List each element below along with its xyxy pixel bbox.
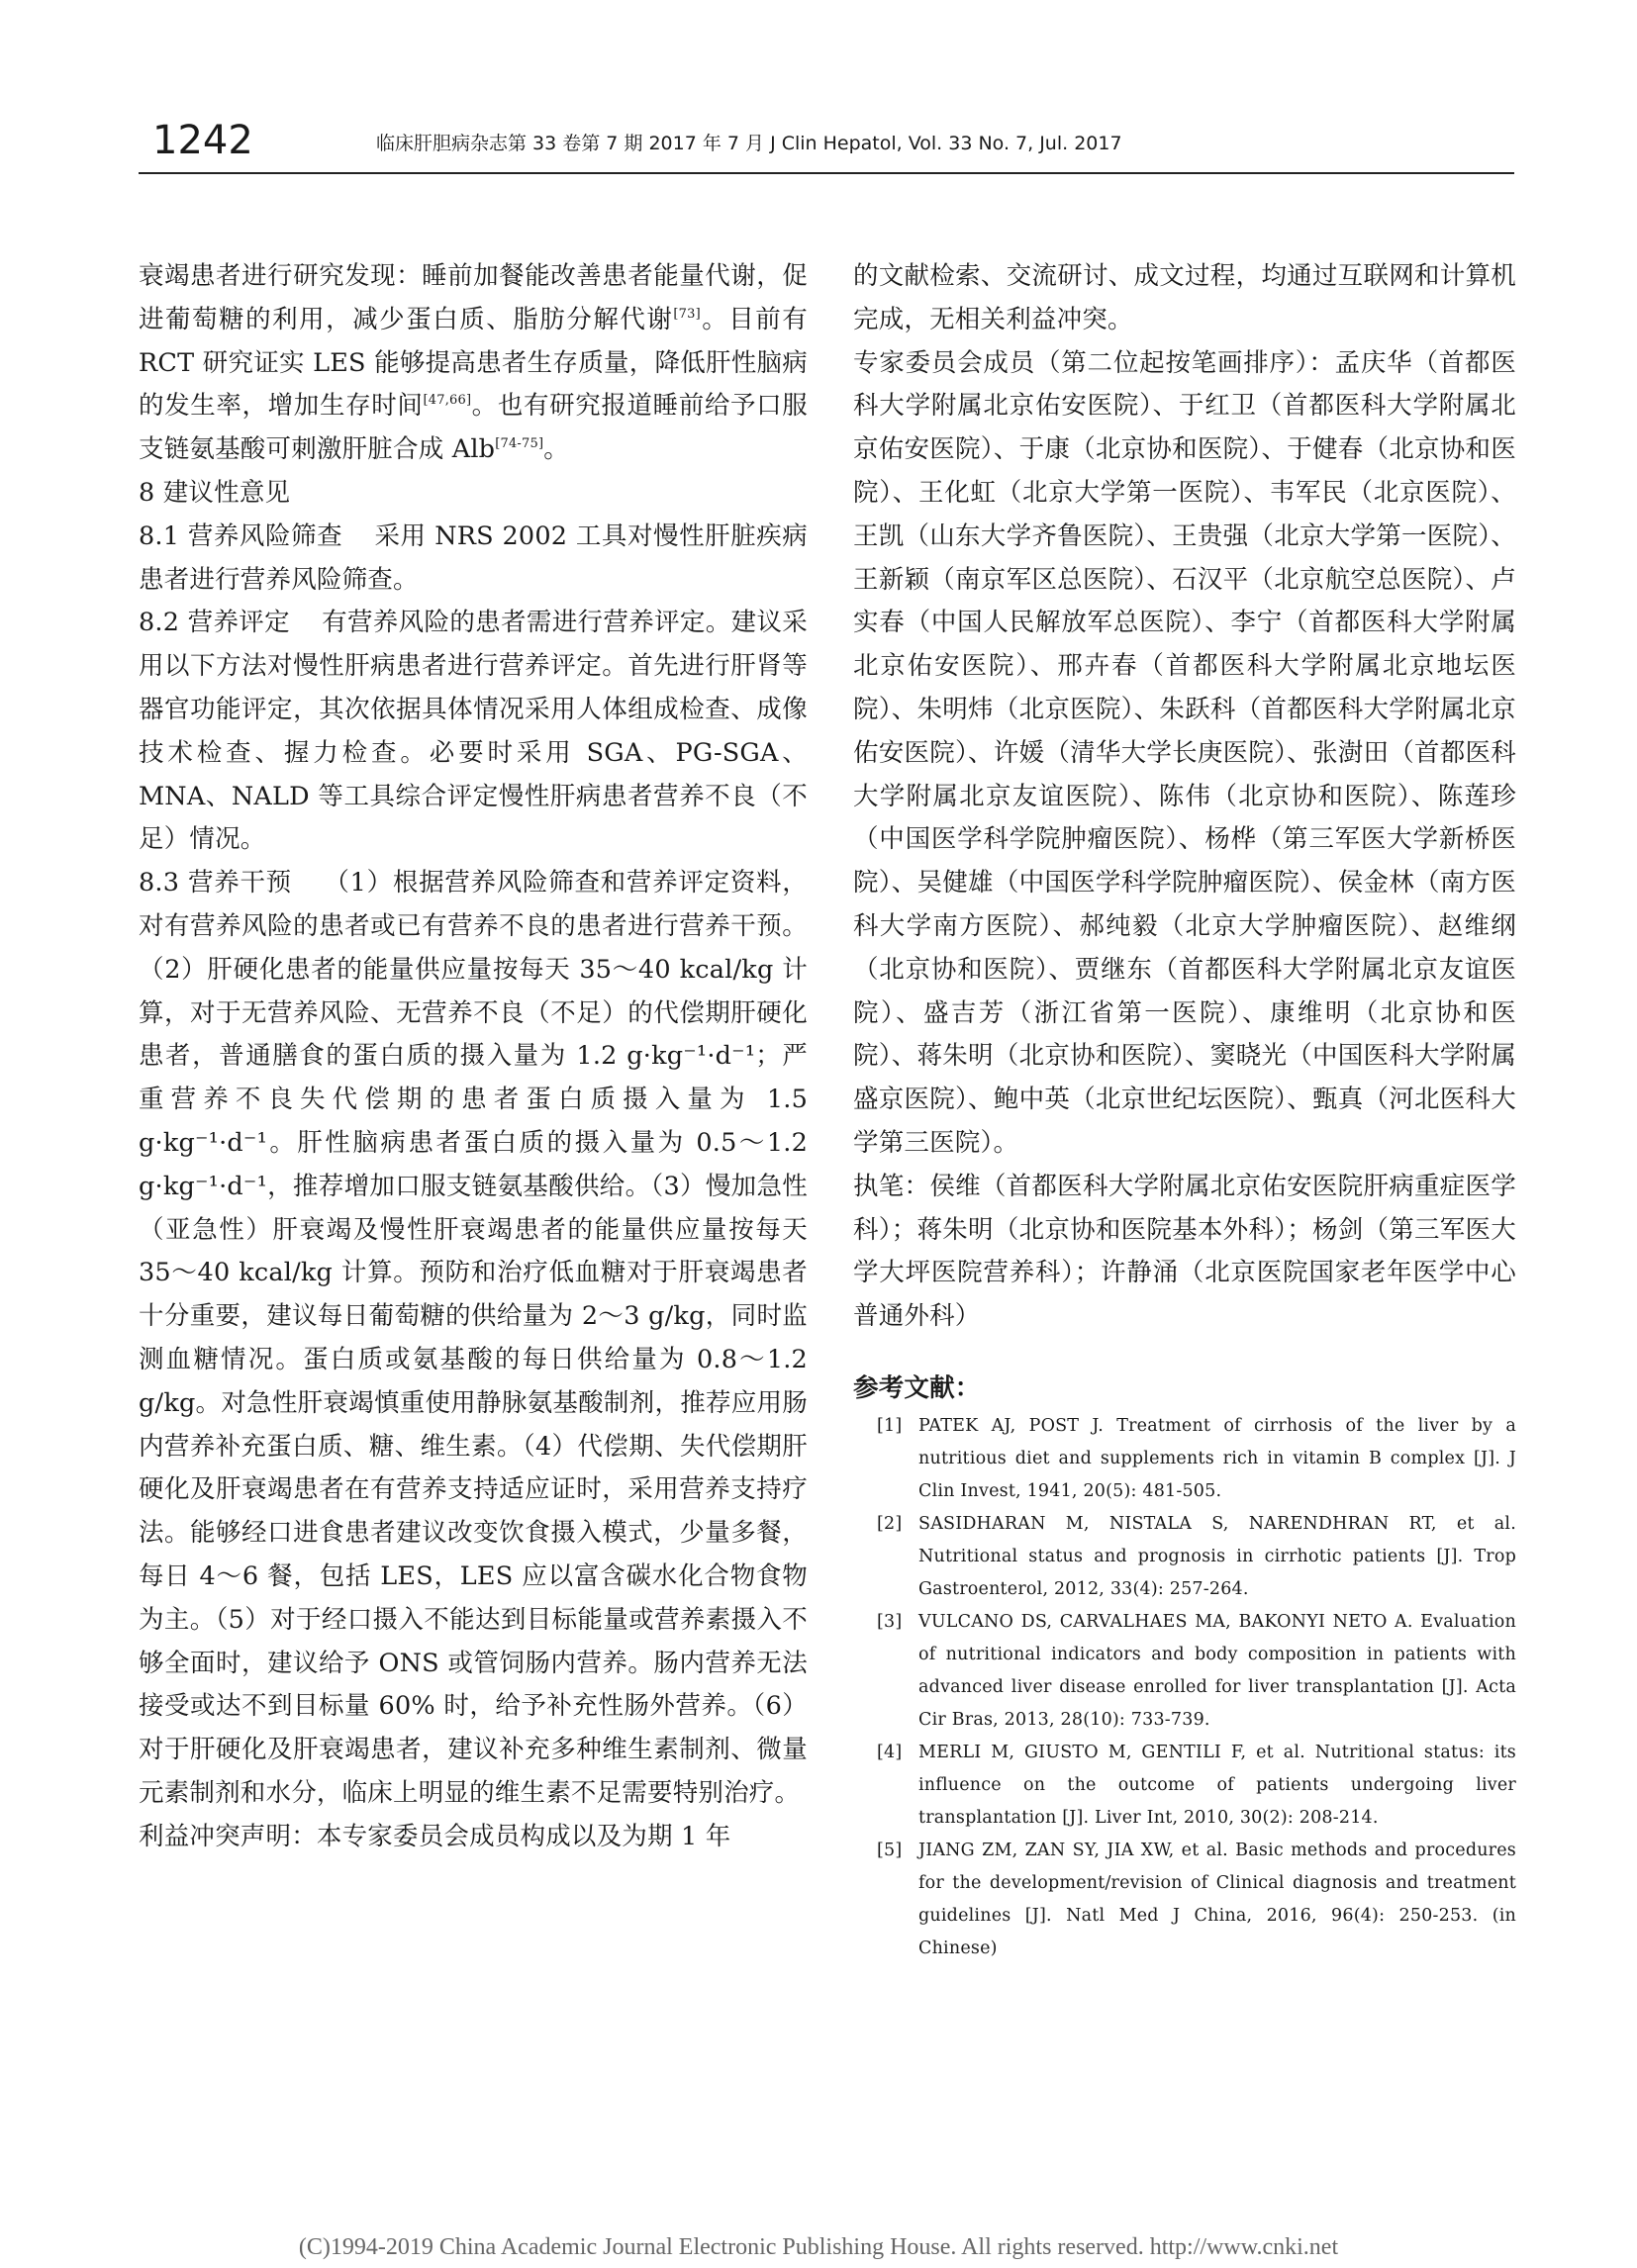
conflict-of-interest-start: 利益冲突声明：本专家委员会成员构成以及为期 1 年 — [139, 1821, 731, 1851]
citation: [47,66] — [423, 393, 472, 409]
section-8-1-title: 8.1 营养风险筛查 — [139, 520, 343, 551]
citation: [73] — [673, 306, 701, 322]
reference-item — [853, 1737, 1516, 1835]
page-number: 1242 — [152, 118, 253, 163]
section-heading-8: 8 建议性意见 — [139, 477, 291, 508]
right-column — [853, 255, 1516, 1965]
reference-list — [853, 1410, 1516, 1965]
section-8-2-title: 8.2 营养评定 — [139, 608, 290, 638]
paragraph-les: 衰竭患者进行研究发现：睡前加餐能改善患者能量代谢，促进葡萄糖的利用，减少蛋白质、脂肪分解代谢[73]。目前有 RCT 研究证实 LES 能够提高患者生存质量，降低肝性脑病的发生率，增加生存时间[47,66]。也有研究报道睡前给予口服支链氨基酸可刺激肝脏合成 Alb[74-75]。 — [139, 261, 808, 465]
reference-text: VULCANO DS, CARVALHAES MA, BAKONYI NETO A. Evaluation of nutritional indicators and body composition in patients with advanced liver disease enrolled for liver transplantation [J]. Acta Cir Bras, 2013, 28(10): 733-739. — [918, 1611, 1516, 1730]
reference-text: SASIDHARAN M, NISTALA S, NARENDHRAN RT, et al. Nutritional status and prognosis in cirrhotic patients [J]. Trop Gastroenterol, 2012, 33(4): 257-264. — [918, 1513, 1516, 1599]
reference-item — [853, 1410, 1516, 1508]
reference-item — [853, 1508, 1516, 1606]
reference-item — [853, 1835, 1516, 1965]
reference-number: [4] — [877, 1742, 903, 1762]
reference-item — [853, 1606, 1516, 1737]
section-8-3-title: 8.3 营养干预 — [139, 868, 292, 898]
authors: 执笔：侯维（首都医科大学附属北京佑安医院肝病重症医学科）；蒋朱明（北京协和医院基本外科）；杨剑（第三军医大学大坪医院营养科）；许静涌（北京医院国家老年医学中心普通外科） — [853, 1171, 1516, 1332]
references-title: 参考文献： — [853, 1372, 981, 1403]
citation: [74-75] — [495, 436, 544, 452]
reference-number: [2] — [877, 1513, 903, 1534]
conflict-of-interest-end: 的文献检索、交流研讨、成文过程，均通过互联网和计算机完成，无相关利益冲突。 — [853, 261, 1516, 334]
reference-text: JIANG ZM, ZAN SY, JIA XW, et al. Basic methods and procedures for the development/revision of Clinical diagnosis and treatment guidelines [J]. Natl Med J China, 2016, 96(4): 250-253. (in Chinese) — [918, 1840, 1516, 1958]
left-column — [139, 255, 808, 1858]
reference-number: [5] — [877, 1840, 903, 1860]
reference-text: MERLI M, GIUSTO M, GENTILI F, et al. Nutritional status: its influence on the outcome of patients undergoing liver transplantation [J]. Liver Int, 2010, 30(2): 208-214. — [918, 1742, 1516, 1828]
reference-number: [3] — [877, 1611, 903, 1632]
running-header — [139, 117, 1514, 174]
section-8-3: 8.3 营养干预 （1）根据营养风险筛查和营养评定资料，对有营养风险的患者或已有营养不良的患者进行营养干预。（2）肝硬化患者的能量供应量按每天 35～40 kcal/kg 计算，对于无营养风险、无营养不良（不足）的代偿期肝硬化患者，普通膳食的蛋白质的摄入量为 1.2 g·kg⁻¹·d⁻¹；严重营养不良失代偿期的患者蛋白质摄入量为 1.5 g·kg⁻¹·d⁻¹。肝性脑病患者蛋白质的摄入量为 0.5～1.2 g·kg⁻¹·d⁻¹，推荐增加口服支链氨基酸供给。（3）慢加急性（亚急性）肝衰竭及慢性肝衰竭患者的能量供应量按每天 35～40 kcal/kg 计算。预防和治疗低血糖对于肝衰竭患者十分重要，建议每日葡萄糖的供给量为 2～3 g/kg，同时监测血糖情况。蛋白质或氨基酸的每日供给量为 0.8～1.2 g/kg。对急性肝衰竭慎重使用静脉氨基酸制剂，推荐应用肠内营养补充蛋白质、糖、维生素。（4）代偿期、失代偿期肝硬化及肝衰竭患者在有营养支持适应证时，采用营养支持疗法。能够经口进食患者建议改变饮食摄入模式，少量多餐，每日 4～6 餐，包括 LES，LES 应以富含碳水化合物食物为主。（5）对于经口摄入不能达到目标能量或营养素摄入不够全面时，建议给予 ONS 或管饲肠内营养。肠内营养无法接受或达不到目标量 60% 时，给予补充性肠外营养。（6）对于肝硬化及肝衰竭患者，建议补充多种维生素制剂、微量元素制剂和水分，临床上明显的维生素不足需要特别治疗。 — [139, 868, 808, 1808]
journal-running-title: 临床肝胆病杂志第 33 卷第 7 期 2017 年 7 月 J Clin Hepatol, Vol. 33 No. 7, Jul. 2017 — [376, 133, 1122, 154]
section-8-1: 8.1 营养风险筛查 采用 NRS 2002 工具对慢性肝脏疾病患者进行营养风险筛查。 — [139, 520, 808, 595]
reference-text: PATEK AJ, POST J. Treatment of cirrhosis of the liver by a nutritious diet and supplements rich in vitamin B complex [J]. J Clin Invest, 1941, 20(5): 481-505. — [918, 1415, 1516, 1501]
committee-members: 专家委员会成员（第二位起按笔画排序）：孟庆华（首都医科大学附属北京佑安医院）、于红卫（首都医科大学附属北京佑安医院）、于康（北京协和医院）、于健春（北京协和医院）、王化虹（北京大学第一医院）、韦军民（北京医院）、王凯（山东大学齐鲁医院）、王贵强（北京大学第一医院）、王新颖（南京军区总医院）、石汉平（北京航空总医院）、卢实春（中国人民解放军总医院）、李宁（首都医科大学附属北京佑安医院）、邢卉春（首都医科大学附属北京地坛医院）、朱明炜（北京医院）、朱跃科（首都医科大学附属北京佑安医院）、许媛（清华大学长庚医院）、张澍田（首都医科大学附属北京友谊医院）、陈伟（北京协和医院）、陈莲珍（中国医学科学院肿瘤医院）、杨桦（第三军医大学新桥医院）、吴健雄（中国医学科学院肿瘤医院）、侯金林（南方医科大学南方医院）、郝纯毅（北京大学肿瘤医院）、赵维纲（北京协和医院）、贾继东（首都医科大学附属北京友谊医院）、盛吉芳（浙江省第一医院）、康维明（北京协和医院）、蒋朱明（北京协和医院）、窦晓光（中国医科大学附属盛京医院）、鲍中英（北京世纪坛医院）、甄真（河北医科大学第三医院）。 — [853, 347, 1516, 1158]
copyright-footer: (C)1994-2019 China Academic Journal Electronic Publishing House. All rights reserved. http://www.cnki.net — [298, 2234, 1339, 2260]
reference-number: [1] — [877, 1415, 903, 1436]
section-8-2: 8.2 营养评定 有营养风险的患者需进行营养评定。建议采用以下方法对慢性肝病患者进行营养评定。首先进行肝肾等器官功能评定，其次依据具体情况采用人体组成检查、成像技术检查、握力检查。必要时采用 SGA、PG-SGA、MNA、NALD 等工具综合评定慢性肝病患者营养不良（不足）情况。 — [139, 608, 808, 855]
